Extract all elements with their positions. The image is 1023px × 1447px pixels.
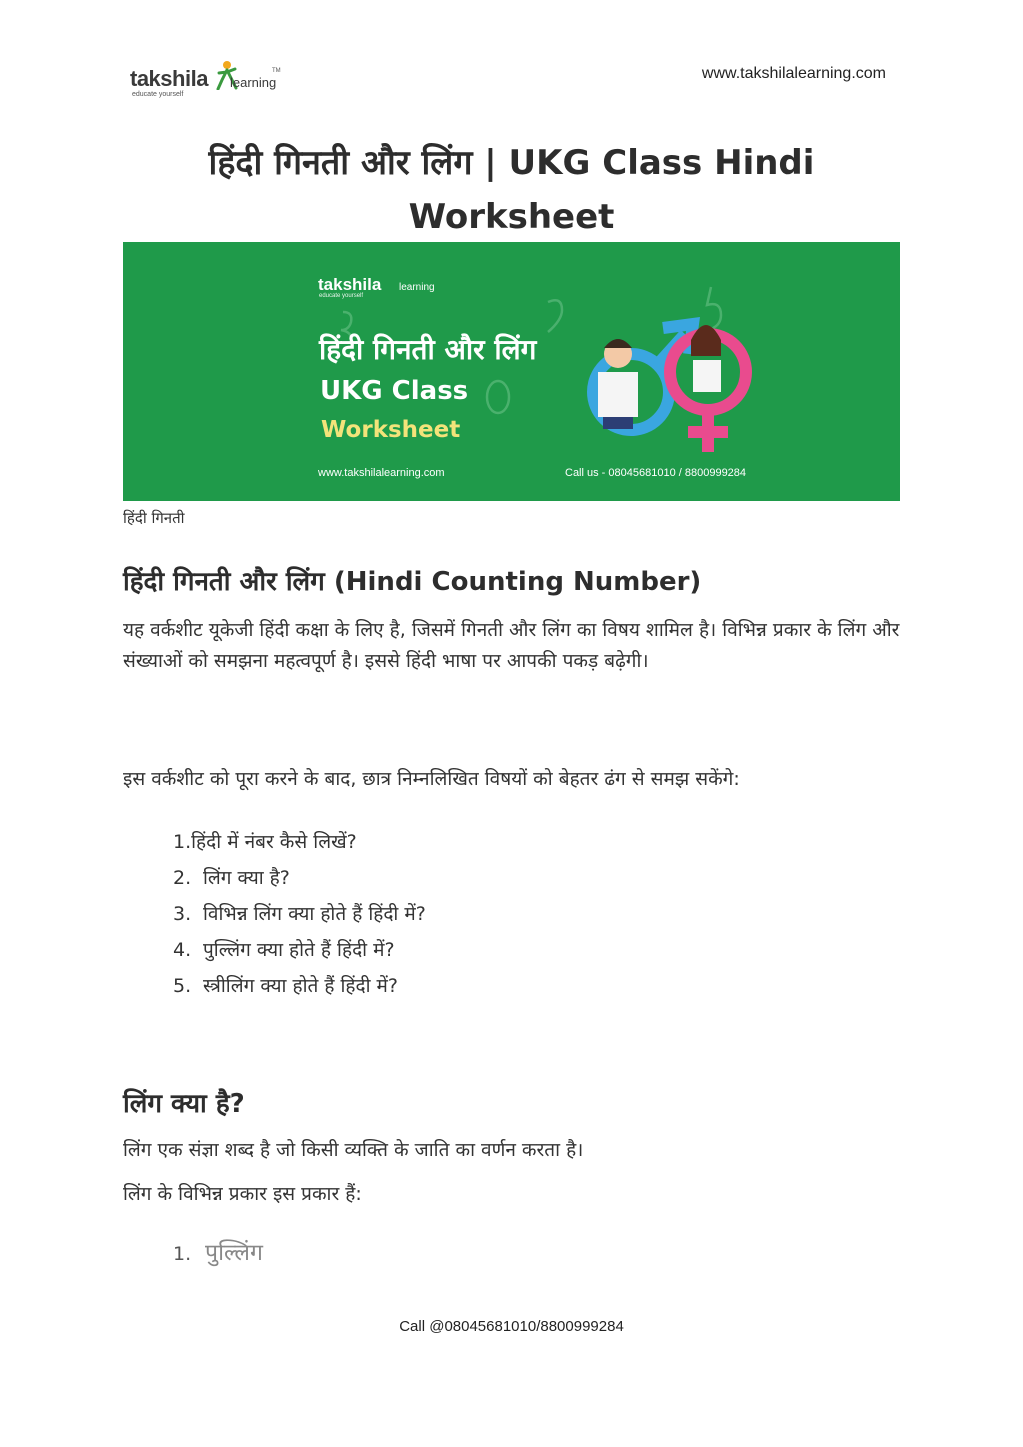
logo-tagline: educate yourself: [132, 91, 184, 98]
banner-call-number: Call us - 08045681010 / 8800999284: [565, 467, 747, 479]
takshila-logo: [130, 58, 290, 108]
numeral-two-icon: [548, 300, 562, 332]
list-text: हिंदी में नंबर कैसे लिखें?: [191, 831, 357, 853]
banner-logo-subword: learning: [399, 282, 435, 293]
banner-logo-wordmark: takshila: [318, 275, 382, 294]
site-url[interactable]: www.takshilalearning.com: [701, 65, 886, 82]
banner-url: www.takshilalearning.com: [318, 467, 445, 479]
list-number: 5.: [173, 975, 192, 997]
banner-hindi-title: हिंदी गिनती और लिंग: [319, 333, 537, 366]
section-heading-gender: लिंग क्या है?: [123, 1089, 245, 1119]
list-item: [173, 860, 426, 896]
banner-class-label: UKG Class: [320, 376, 469, 406]
topics-list: [173, 824, 426, 1004]
list-text: विभिन्न लिंग क्या होते हैं हिंदी में?: [203, 903, 426, 925]
logo-trademark: TM: [272, 68, 281, 74]
list-item: [173, 968, 426, 1004]
list-number: 4.: [173, 939, 192, 961]
list-number: 2.: [173, 867, 192, 889]
intro-paragraph: यह वर्कशीट यूकेजी हिंदी कक्षा के लिए है, जिसमें गिनती और लिंग का विषय शामिल है। विभिन्न प्रकार के लिंग और संख्याओं को समझना महत्वपूर्ण है। इससे हिंदी भाषा पर आपकी पकड़ बढ़ेगी।: [123, 619, 900, 672]
section-heading-counting: हिंदी गिनती और लिंग (Hindi Counting Number): [123, 567, 702, 597]
footer-call: Call @08045681010/8800999284: [399, 1318, 624, 1335]
list-number: 3.: [173, 903, 192, 925]
banner-logo-tagline: educate yourself: [319, 293, 364, 299]
list-text: लिंग क्या है?: [203, 867, 290, 889]
list-number: 1.: [173, 1243, 192, 1265]
numeral-five-icon: [707, 287, 721, 329]
document-title: हिंदी गिनती और लिंग | UKG Class Hindi Worksheet: [208, 143, 815, 237]
list-text: पुल्लिंग: [205, 1240, 263, 1266]
hero-banner: [123, 242, 900, 501]
types-intro-paragraph: लिंग के विभिन्न प्रकार इस प्रकार हैं:: [123, 1183, 362, 1205]
definition-paragraph: लिंग एक संज्ञा शब्द है जो किसी व्यक्ति के जाति का वर्णन करता है।: [123, 1139, 584, 1161]
list-item: [173, 1236, 263, 1271]
gender-types-list: [173, 1236, 263, 1271]
banner-caption: हिंदी गिनती: [123, 509, 185, 527]
logo-subword: learning: [230, 75, 277, 90]
list-text: पुल्लिंग क्या होते हैं हिंदी में?: [203, 939, 395, 961]
list-item: [173, 824, 426, 860]
girl-figure-icon: [691, 325, 721, 392]
list-number: 1.: [173, 831, 192, 853]
list-item: [173, 932, 426, 968]
numeral-zero-icon: [487, 381, 509, 413]
list-item: [173, 896, 426, 932]
list-text: स्त्रीलिंग क्या होते हैं हिंदी में?: [203, 975, 398, 997]
logo-wordmark: takshila: [130, 66, 208, 91]
banner-illustration: [123, 242, 900, 501]
outcome-paragraph: इस वर्कशीट को पूरा करने के बाद, छात्र निम्नलिखित विषयों को बेहतर ढंग से समझ सकेंगे:: [123, 768, 740, 790]
banner-worksheet-label: Worksheet: [321, 417, 461, 443]
